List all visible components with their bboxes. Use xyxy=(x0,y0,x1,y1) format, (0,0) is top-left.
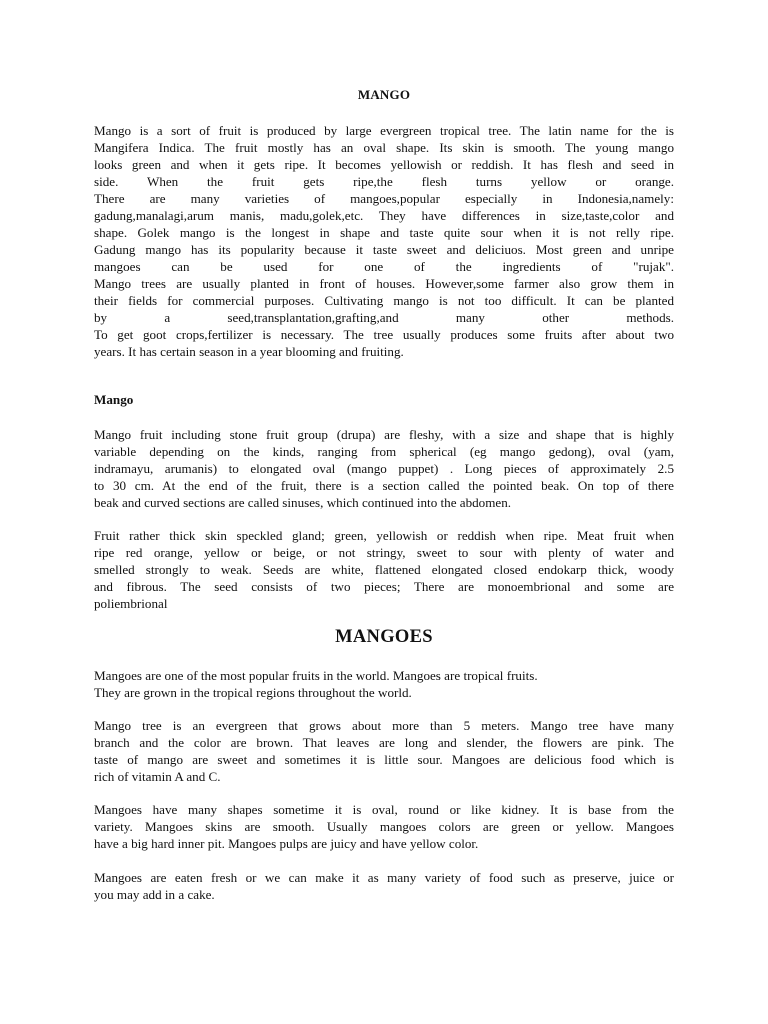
text-line: Mangoes are one of the most popular fruits in the world. Mangoes are tropical fruits. xyxy=(94,668,538,683)
text-line: by a seed,transplantation,grafting,and many other methods. xyxy=(94,310,674,325)
section-mango-tree xyxy=(94,717,674,785)
text-line: ripe red orange, yellow or beige, or not stringy, sweet to sour with plenty of water and xyxy=(94,545,674,560)
text-line: Mangoes have many shapes sometime it is oval, round or like kidney. It is base from the xyxy=(94,802,674,817)
text-line: Mangifera Indica. The fruit mostly has an oval shape. Its skin is smooth. The young mango xyxy=(94,140,674,155)
text-line: They are grown in the tropical regions throughout the world. xyxy=(94,685,412,700)
section-mango-fruit xyxy=(94,426,674,511)
text-line: variety. Mangoes skins are smooth. Usually mangoes colors are green or yellow. Mangoes xyxy=(94,819,674,834)
section-heading-mangoes: MANGOES xyxy=(335,627,433,647)
text-line: shape. Golek mango is the longest in shape and taste quite sour when it is not relly ripe. xyxy=(94,225,674,240)
text-line: Mango trees are usually planted in front of houses. However,some farmer also grow them in xyxy=(94,276,674,291)
text-line: Gadung mango has its popularity because it taste sweet and deliciuos. Most green and unripe xyxy=(94,242,674,257)
text-line: rich of vitamin A and C. xyxy=(94,769,221,784)
text-line: Mango fruit including stone fruit group (drupa) are fleshy, with a size and shape that is highly xyxy=(94,427,674,442)
text-line: have a big hard inner pit. Mangoes pulps are juicy and have yellow color. xyxy=(94,836,479,851)
text-line: indramayu, arumanis) to elongated oval (mango puppet) . Long pieces of approximately 2.5 xyxy=(94,461,674,476)
text-line: There are many varieties of mangoes,popular especially in Indonesia,namely: xyxy=(94,191,674,206)
text-line: Fruit rather thick skin speckled gland; green, yellowish or reddish when ripe. Meat fruit when xyxy=(94,528,674,543)
text-line: years. It has certain season in a year blooming and fruiting. xyxy=(94,344,404,359)
text-line: poliembrional xyxy=(94,596,168,611)
text-line: side. When the fruit gets ripe,the flesh turns yellow or orange. xyxy=(94,174,674,189)
section-mango-uses xyxy=(94,869,674,903)
text-line: Mangoes are eaten fresh or we can make it as many variety of food such as preserve, juice or xyxy=(94,870,674,885)
text-line: smelled strongly to weak. Seeds are white, flattened elongated closed endokarp thick, woody xyxy=(94,562,674,577)
section-mango-shapes xyxy=(94,801,674,852)
text-line: beak and curved sections are called sinuses, which continued into the abdomen. xyxy=(94,495,512,510)
text-line: Mango tree is an evergreen that grows about more than 5 meters. Mango tree have many xyxy=(94,718,674,733)
section-mango-intro xyxy=(94,122,674,360)
section-subheading: Mango xyxy=(94,392,134,407)
text-line: and fibrous. The seed consists of two pieces; There are monoembrional and some are xyxy=(94,579,674,594)
text-line: their fields for commercial purposes. Cultivating mango is not too difficult. It can be planted xyxy=(94,293,674,308)
section-mango-skin xyxy=(94,527,674,612)
text-line: To get goot crops,fertilizer is necessary. The tree usually produces some fruits after about two xyxy=(94,327,674,342)
document-title: MANGO xyxy=(357,87,411,102)
text-line: looks green and when it gets ripe. It becomes yellowish or reddish. It has flesh and seed in xyxy=(94,157,674,172)
text-line: taste of mango are sweet and sometimes it is little sour. Mangoes are delicious food which is xyxy=(94,752,674,767)
section-mangoes-intro xyxy=(94,667,674,701)
text-line: variable depending on the kinds, ranging from spherical (eg mango gedong), oval (yam, xyxy=(94,444,674,459)
text-line: mangoes can be used for one of the ingredients of "rujak". xyxy=(94,259,674,274)
text-line: to 30 cm. At the end of the fruit, there is a section called the pointed beak. On top of there xyxy=(94,478,674,493)
text-line: you may add in a cake. xyxy=(94,887,215,902)
text-line: gadung,manalagi,arum manis, madu,golek,etc. They have differences in size,taste,color and xyxy=(94,208,674,223)
text-line: Mango is a sort of fruit is produced by large evergreen tropical tree. The latin name for the is xyxy=(94,123,674,138)
text-line: branch and the color are brown. That leaves are long and slender, the flowers are pink. The xyxy=(94,735,674,750)
